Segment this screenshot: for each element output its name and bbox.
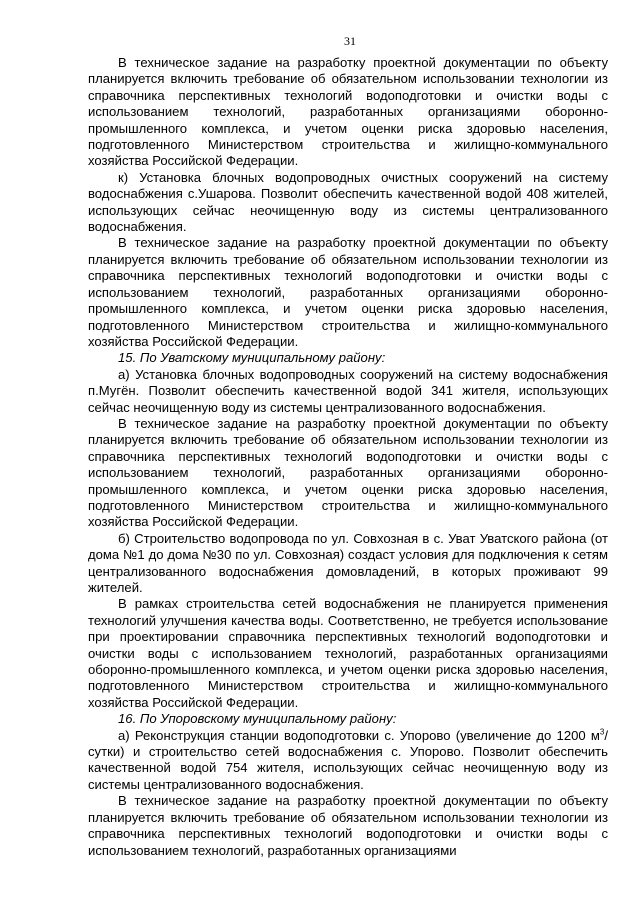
paragraph: В техническое задание на разработку проектной документации по объекту планируется включить требование об обязательном использовании технологии из справочника перспективных технологий водоподготовки и очистки воды с использованием технологий, разработанных организациями оборонно-промышленного комплекса, и учетом оценки риска здоровью населения, подготовленного Министерством строительства и жилищно-коммунального хозяйства Российской Федерации. [88, 415, 608, 530]
paragraph-item-k: к) Установка блочных водопроводных очистных сооружений на систему водоснабжения с.Ушарова. Позволит обеспечить качественной водой 408 жителей, использующих сейчас неочищенную воду из системы централизованного водоснабжения. [88, 169, 608, 235]
section-heading-15: 15. По Уватскому муниципальному району: [118, 350, 386, 366]
paragraph: В техническое задание на разработку проектной документации по объекту планируется включить требование об обязательном использовании технологии из справочника перспективных технологий водоподготовки и очистки воды с использованием технологий, разработанных организациями оборонно-промышленного комплекса, и учетом оценки риска здоровью населения, подготовленного Министерством строительства и жилищно-коммунального хозяйства Российской Федерации. [88, 55, 608, 169]
superscript: 3 [599, 727, 605, 737]
paragraph: В рамках строительства сетей водоснабжения не планируется применения технологий улучшения качества воды. Соответственно, не требуется использование при проектировании справочника перспективных технологий водоподготовки и очистки воды с использованием технологий, разработанных организациями оборонно-промышленного комплекса, и учетом оценки риска здоровью населения, подготовленного Министерством строительства и жилищно-коммунального хозяйства Российской Федерации. [88, 596, 608, 710]
paragraph-text-end: /сутки) и строительство сетей водоснабжения с. Упорово. Позволит обеспечить качественной водой 754 жителя, использующих сейчас неочищенную воду из системы централизованного водоснабжения. [88, 727, 608, 792]
page-number: 31 [344, 34, 356, 48]
paragraph: В техническое задание на разработку проектной документации по объекту планируется включить требование об обязательном использовании технологии из справочника перспективных технологий водоподготовки и очистки воды с использованием технологий, разработанных организациями [88, 793, 608, 858]
section-heading-16: 16. По Упоровскому муниципальному району: [118, 711, 397, 727]
paragraph: В техническое задание на разработку проектной документации по объекту планируется включить требование об обязательном использовании технологии из справочника перспективных технологий водоподготовки и очистки воды с использованием технологий, разработанных организациями оборонно-промышленного комплекса, и учетом оценки риска здоровью населения, подготовленного Министерством строительства и жилищно-коммунального хозяйства Российской Федерации. [88, 235, 608, 349]
paragraph-item-a: а) Установка блочных водопроводных сооружений на систему водоснабжения п.Мугён. Позволит обеспечить качественной водой 341 жителя, использующих сейчас неочищенную воду из системы централизованного водоснабжения. [88, 366, 608, 415]
paragraph-text-start: а) Реконструкция станции водоподготовки с. Упорово (увеличение до 1200 м [118, 727, 600, 743]
paragraph-item-b: б) Строительство водопровода по ул. Совхозная в с. Уват Уватского района (от дома №1 до дома №30 по ул. Совхозная) создаст условия для подключения к сетям централизованного водоснабжения домовладений, в которых проживают 99 жителей. [88, 530, 608, 595]
paragraph-item-a-uporovo [88, 728, 608, 794]
